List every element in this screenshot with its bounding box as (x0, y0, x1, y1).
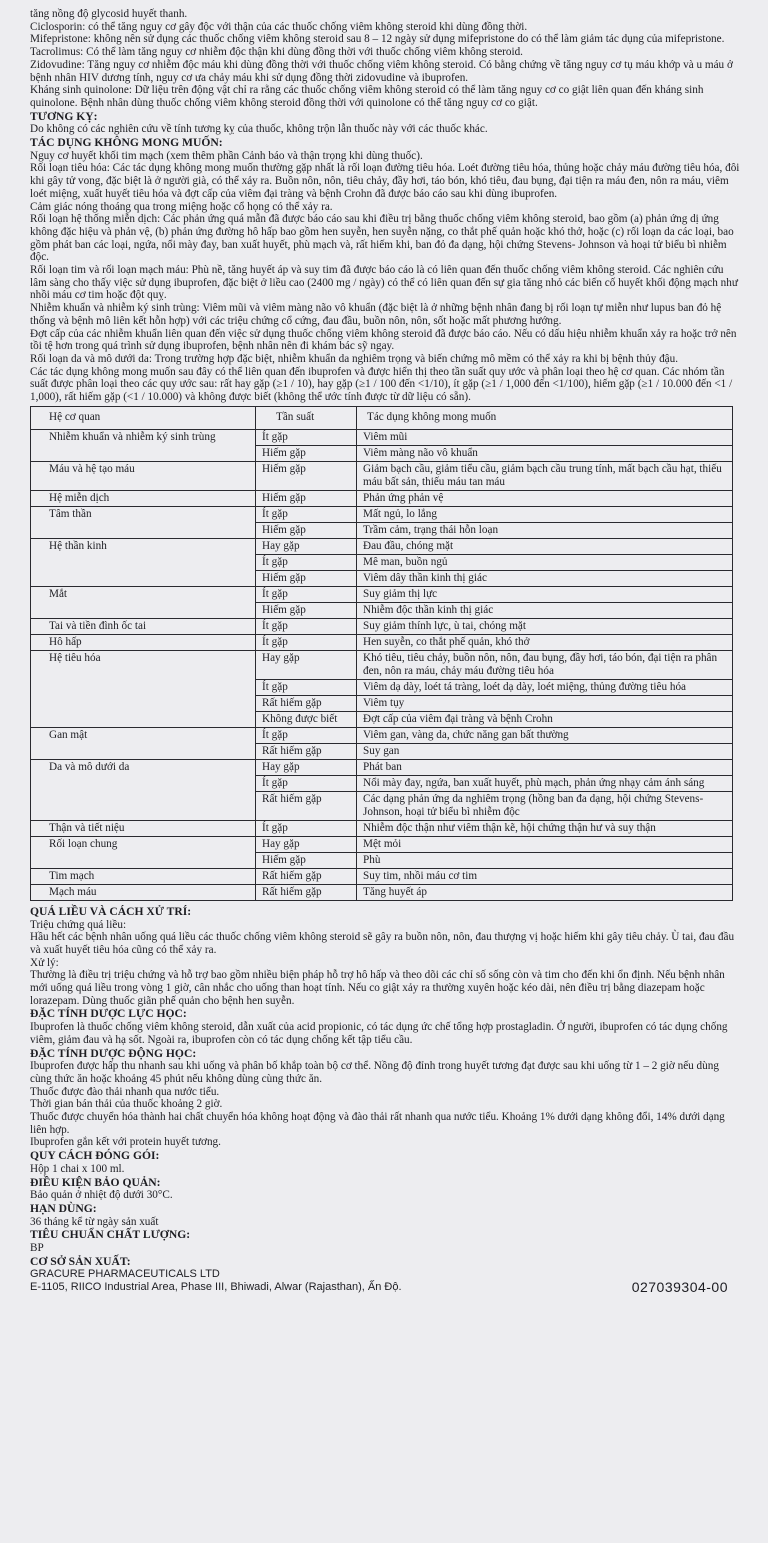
organ-system-cell: Mạch máu (31, 884, 256, 900)
table-row (31, 836, 733, 852)
overdose-treatment-text: Thường là điều trị triệu chứng và hỗ trợ bao gồm nhiều biện pháp hỗ trợ hô hấp và theo dõi các chỉ số sống còn và tim cho đến khi ổn định. Nếu bệnh nhân mới uống quá liều trong vòng 1 giờ, cân nhắc cho uống than hoạt tính. Nếu co giật xảy ra thường xuyên hoặc kéo dài, nên điều trị bằng diazepam hoặc lorazepam. Dùng thuốc giãn phế quản cho bệnh hen suyễn. (30, 969, 725, 1007)
interaction-paragraph: Kháng sinh quinolone: Dữ liệu trên động vật chỉ ra rằng các thuốc chống viêm không steroid có thể làm tăng nguy cơ co giật liên quan đến kháng sinh quinolone. Bệnh nhân dùng thuốc chống viêm không steroid đồng thời với quinolone có thể tăng nguy cơ co giật. (30, 84, 704, 109)
overdose-symptom-label: Triệu chứng quá liều: (30, 918, 127, 931)
frequency-cell: Hay gặp (256, 538, 357, 554)
table-row (31, 679, 733, 695)
pharmacokinetics-paragraph: Thuốc được chuyển hóa thành hai chất chuyển hóa không hoạt động và đào thải rất nhanh qua nước tiểu. Khoảng 1% dưới dạng không đổi, 14% dưới dạng liên hợp. (30, 1111, 725, 1136)
effect-cell: Nổi mày đay, ngứa, ban xuất huyết, phù mạch, phản ứng nhạy cảm ánh sáng (357, 775, 733, 791)
effect-cell: Nhiễm độc thần kinh thị giác (357, 602, 733, 618)
organ-system-cell: Thận và tiết niệu (31, 820, 256, 836)
organ-system-cell (31, 445, 256, 461)
shelf-life-heading: HẠN DÙNG: (30, 1201, 97, 1215)
packaging-heading: QUY CÁCH ĐÓNG GÓI: (30, 1149, 160, 1163)
drug-interactions-block (30, 8, 742, 110)
frequency-cell: Ít gặp (256, 820, 357, 836)
organ-system-cell: Máu và hệ tạo máu (31, 461, 256, 490)
frequency-cell: Không được biết (256, 711, 357, 727)
organ-system-cell: Tâm thần (31, 506, 256, 522)
table-row (31, 554, 733, 570)
organ-system-cell (31, 602, 256, 618)
frequency-cell: Ít gặp (256, 634, 357, 650)
effect-cell: Suy gan (357, 743, 733, 759)
overdose-symptom-text: Hầu hết các bệnh nhân uống quá liều các thuốc chống viêm không steroid sẽ gây ra buồn nôn, nôn, đau thượng vị hoặc hiếm khi gây tiêu chảy. Ù tai, đau đầu và xuất huyết tiêu hóa cũng có thể xảy ra. (30, 931, 735, 956)
frequency-cell: Ít gặp (256, 506, 357, 522)
effect-cell: Trầm cảm, trạng thái hỗn loạn (357, 522, 733, 538)
manufacturer-address: E-1105, RIICO Industrial Area, Phase III, Bhiwadi, Alwar (Rajasthan), Ấn Độ. (30, 1281, 402, 1294)
packaging-text: Hộp 1 chai x 100 ml. (30, 1162, 125, 1175)
frequency-cell: Hiếm gặp (256, 570, 357, 586)
pharmacokinetics-paragraph: Ibuprofen gắn kết với protein huyết tương. (30, 1136, 221, 1149)
table-row (31, 868, 733, 884)
frequency-cell: Hiếm gặp (256, 602, 357, 618)
effect-cell: Giảm bạch cầu, giảm tiểu cầu, giảm bạch cầu trung tính, mất bạch cầu hạt, thiếu máu bất sản, thiếu máu tan máu (357, 461, 733, 490)
shelf-life-text: 36 tháng kể từ ngày sản xuất (30, 1215, 159, 1228)
effect-cell: Mệt mỏi (357, 836, 733, 852)
pharmacodynamics-heading: ĐẶC TÍNH DƯỢC LỰC HỌC: (30, 1007, 187, 1021)
organ-system-cell (31, 522, 256, 538)
adverse-paragraph: Rối loạn tiêu hóa: Các tác dụng không mong muốn thường gặp nhất là rối loạn đường tiêu hóa. Loét đường tiêu hóa, thủng hoặc chảy máu đường tiêu hóa, đôi khi gây tử vong, đặc biệt là ở người già, có thể xảy ra. Buồn nôn, nôn, tiêu chảy, đầy hơi, táo bón, khó tiêu, đau bụng, đại tiện ra máu đen, nôn ra máu, viêm loét miệng, xuất huyết tiêu hóa và đợt cấp của viêm đại tràng và bệnh Crohn đã được báo cáo sau khi dùng ibuprofen. (30, 162, 740, 200)
adverse-paragraph: Cảm giác nóng thoáng qua trong miệng hoặc cổ họng có thể xảy ra. (30, 200, 333, 213)
adverse-effects-table-body (31, 429, 733, 900)
incompatibility-text: Do không có các nghiên cứu về tính tương kỵ của thuốc, không trộn lẫn thuốc này với các thuốc khác. (30, 123, 488, 136)
effect-cell: Viêm dây thần kinh thị giác (357, 570, 733, 586)
table-row (31, 852, 733, 868)
organ-system-cell (31, 679, 256, 695)
effect-cell: Nhiễm độc thận như viêm thận kẽ, hội chứng thận hư và suy thận (357, 820, 733, 836)
pharmacodynamics-text: Ibuprofen là thuốc chống viêm không steroid, dẫn xuất của acid propionic, có tác dụng ức chế tổng hợp prostagladin. Ở người, ibuprofen có tác dụng chống viêm, giảm đau và hạ sốt. Ngoài ra, ibuprofen còn có tác dụng chống kết tập tiểu cầu. (30, 1021, 728, 1046)
organ-system-cell (31, 570, 256, 586)
adverse-paragraph: Rối loạn tim và rối loạn mạch máu: Phù nề, tăng huyết áp và suy tim đã được báo cáo là có liên quan đến thuốc chống viêm không steroid. Các nghiên cứu lâm sàng cho thấy việc sử dụng ibuprofen, đặc biệt ở liều cao (2400 mg / ngày) có thể có liên quan đến sự gia tăng nhỏ các biến cố huyết khối động mạch như nhồi máu cơ tim hoặc đột quỵ. (30, 264, 738, 302)
storage-text: Bảo quản ở nhiệt độ dưới 30°C. (30, 1189, 173, 1202)
quality-standard-text: BP (30, 1242, 44, 1255)
incompatibility-heading: TƯƠNG KỴ: (30, 109, 98, 123)
adverse-paragraph: Các tác dụng không mong muốn sau đây có thể liên quan đến ibuprofen và được hiển thị theo tần suất quy ước và phân loại theo hệ cơ quan. Các nhóm tần suất được phân loại theo các quy ước sau: rất hay gặp (≥1 / 10), hay gặp (≥1 / 100 đến <1/10), ít gặp (≥1 / 1,000 đến <1/100), hiếm gặp (≥1 / 10.000 đến <1 / 1,000), rất hiếm gặp (<1 / 10.000) và không được biết (không thể ước tính được từ dữ liệu có sẵn). (30, 365, 733, 404)
table-row (31, 490, 733, 506)
effect-cell: Mất ngủ, lo lắng (357, 506, 733, 522)
effect-cell: Tăng huyết áp (357, 884, 733, 900)
interaction-paragraph: Ciclosporin: có thể tăng nguy cơ gây độc với thận của các thuốc chống viêm không steroid khi dùng đồng thời. (30, 20, 528, 33)
frequency-cell: Ít gặp (256, 554, 357, 570)
table-row (31, 711, 733, 727)
organ-system-cell: Nhiễm khuẩn và nhiễm ký sinh trùng (31, 429, 256, 445)
organ-system-cell (31, 743, 256, 759)
adverse-paragraph: Nhiễm khuẩn và nhiễm ký sinh trùng: Viêm mũi và viêm màng não vô khuẩn (đặc biệt là ở những bệnh nhân đang bị rối loạn tự miễn như lupus ban đỏ hệ thống và bệnh mô liên kết hỗn hợp) với các triệu chứng cổ cứng, đau đầu, buồn nôn, nôn, sốt hoặc mất phương hướng. (30, 302, 722, 327)
effect-cell: Khó tiêu, tiêu chảy, buồn nôn, nôn, đau bụng, đầy hơi, táo bón, đại tiện ra phân đen, nôn ra máu, chảy máu đường tiêu hóa (357, 650, 733, 679)
organ-system-cell: Gan mật (31, 727, 256, 743)
interaction-paragraph: Zidovudine: Tăng nguy cơ nhiễm độc máu khi dùng đồng thời với thuốc chống viêm không steroid. Có bằng chứng về tăng nguy cơ tụ máu khớp và u máu ở bệnh nhân HIV dương tính, nguy cơ ưa chảy máu khi sử dụng đồng thời zidovudine và ibuprofen. (30, 58, 733, 84)
organ-system-cell: Hệ tiêu hóa (31, 650, 256, 679)
organ-system-cell: Da và mô dưới da (31, 759, 256, 775)
frequency-cell: Ít gặp (256, 586, 357, 602)
table-row (31, 586, 733, 602)
table-row (31, 759, 733, 775)
effect-cell: Đau đầu, chóng mặt (357, 538, 733, 554)
adverse-paragraph: Rối loạn da và mô dưới da: Trong trường hợp đặc biệt, nhiễm khuẩn da nghiêm trọng và biến chứng mô mềm có thể xảy ra khi bị bệnh thủy đậu. (30, 352, 679, 365)
table-row (31, 538, 733, 554)
overdose-treatment-label: Xử lý: (30, 956, 59, 969)
frequency-cell: Ít gặp (256, 618, 357, 634)
frequency-cell: Rất hiếm gặp (256, 791, 357, 820)
effect-cell: Hen suyễn, co thắt phế quản, khó thở (357, 634, 733, 650)
organ-system-cell (31, 695, 256, 711)
effect-cell: Phát ban (357, 759, 733, 775)
frequency-cell: Hiếm gặp (256, 461, 357, 490)
table-row (31, 791, 733, 820)
interaction-paragraph: Mifepristone: không nên sử dụng các thuốc chống viêm không steroid sau 8 – 12 ngày sử dụng mifepristone do có thể làm giảm tác dụng của mifepristone. (30, 33, 725, 46)
effect-cell: Mê man, buồn ngủ (357, 554, 733, 570)
table-row (31, 602, 733, 618)
frequency-cell: Ít gặp (256, 679, 357, 695)
organ-system-cell: Tim mạch (31, 868, 256, 884)
table-row (31, 727, 733, 743)
table-row (31, 429, 733, 445)
organ-system-cell: Tai và tiền đình ốc tai (31, 618, 256, 634)
organ-system-cell (31, 852, 256, 868)
storage-heading: ĐIỀU KIỆN BẢO QUẢN: (30, 1175, 161, 1189)
frequency-cell: Ít gặp (256, 727, 357, 743)
organ-system-cell (31, 711, 256, 727)
adverse-paragraph: Đợt cấp của các nhiễm khuẩn liên quan đến việc sử dụng thuốc chống viêm không steroid đã được báo cáo. Nếu có dấu hiệu nhiễm khuẩn xảy ra hoặc trở nên tồi tệ hơn trong quá trình sử dụng ibuprofen, bệnh nhân nên đi khám bác sỹ ngay. (30, 327, 737, 353)
frequency-cell: Hay gặp (256, 836, 357, 852)
table-row (31, 522, 733, 538)
effect-cell: Viêm mũi (357, 429, 733, 445)
table-header-frequency: Tần suất (256, 406, 357, 429)
adverse-effects-heading: TÁC DỤNG KHÔNG MONG MUỐN: (30, 136, 223, 150)
interaction-paragraph: Tacrolimus: Có thể làm tăng nguy cơ nhiễm độc thận khi dùng đồng thời với thuốc chống viêm không steroid. (30, 46, 523, 59)
interaction-paragraph: tăng nồng độ glycosid huyết thanh. (30, 8, 188, 20)
effect-cell: Các dạng phản ứng da nghiêm trọng (hồng ban đa dạng, hội chứng Stevens-Johnson, hoại tử biểu bì nhiễm độc (357, 791, 733, 820)
frequency-cell: Rất hiếm gặp (256, 743, 357, 759)
adverse-effects-table (30, 406, 733, 901)
table-row (31, 743, 733, 759)
effect-cell: Viêm dạ dày, loét tá tràng, loét dạ dày, loét miệng, thủng đường tiêu hóa (357, 679, 733, 695)
effect-cell: Suy tim, nhồi máu cơ tim (357, 868, 733, 884)
frequency-cell: Hiếm gặp (256, 490, 357, 506)
pharmacokinetics-paragraph: Ibuprofen được hấp thu nhanh sau khi uống và phân bố khắp toàn bộ cơ thể. Nồng độ đỉnh trong huyết tương đạt được sau khi uống từ 1 – 2 giờ nếu dùng cùng thức ăn hoặc khoảng 45 phút nếu không dùng cùng thức ăn. (30, 1060, 719, 1085)
table-row (31, 820, 733, 836)
table-row (31, 570, 733, 586)
table-row (31, 634, 733, 650)
effect-cell: Suy giảm thính lực, ù tai, chóng mặt (357, 618, 733, 634)
adverse-effects-block (30, 150, 742, 404)
pharmacokinetics-paragraph: Thuốc được đào thải nhanh qua nước tiểu. (30, 1085, 220, 1098)
effect-cell: Viêm gan, vàng da, chức năng gan bất thường (357, 727, 733, 743)
organ-system-cell: Hô hấp (31, 634, 256, 650)
frequency-cell: Hiếm gặp (256, 445, 357, 461)
effect-cell: Phản ứng phản vệ (357, 490, 733, 506)
frequency-cell: Ít gặp (256, 775, 357, 791)
table-row (31, 695, 733, 711)
frequency-cell: Hiếm gặp (256, 852, 357, 868)
table-row (31, 775, 733, 791)
pharmacokinetics-paragraph: Thời gian bán thải của thuốc khoảng 2 giờ. (30, 1098, 223, 1111)
effect-cell: Viêm màng não vô khuẩn (357, 445, 733, 461)
quality-standard-heading: TIÊU CHUẨN CHẤT LƯỢNG: (30, 1228, 191, 1242)
adverse-paragraph: Rối loạn hệ thống miễn dịch: Các phản ứng quá mẫn đã được báo cáo sau khi điều trị bằng thuốc chống viêm không steroid, bao gồm (a) phản ứng dị ứng không đặc hiệu và phản vệ, (b) phản ứng đường hô hấp bao gồm hen suyễn, hen suyễn nặng, co thắt phế quản hoặc khó thở, hoặc (c) rối loạn da các loại, bao gồm phát ban các loại, ngứa, nổi mày đay, ban xuất huyết, phù mạch và, rất hiếm khi, ban đỏ đa dạng, hội chứng Stevens- Johnson và hoại tử biểu bì nhiễm độc. (30, 213, 734, 264)
frequency-cell: Hay gặp (256, 759, 357, 775)
organ-system-cell (31, 554, 256, 570)
table-row (31, 618, 733, 634)
organ-system-cell: Hệ miễn dịch (31, 490, 256, 506)
frequency-cell: Hay gặp (256, 650, 357, 679)
organ-system-cell: Rối loạn chung (31, 836, 256, 852)
manufacturer-name: GRACURE PHARMACEUTICALS LTD (30, 1268, 220, 1281)
overdose-heading: QUÁ LIỀU VÀ CÁCH XỬ TRÍ: (30, 904, 192, 918)
pharmacokinetics-heading: ĐẶC TÍNH DƯỢC ĐỘNG HỌC: (30, 1046, 197, 1060)
organ-system-cell (31, 791, 256, 820)
table-row (31, 461, 733, 490)
adverse-paragraph: Nguy cơ huyết khối tim mạch (xem thêm phần Cảnh báo và thận trọng khi dùng thuốc). (30, 149, 423, 162)
organ-system-cell: Mắt (31, 586, 256, 602)
table-header-organ: Hệ cơ quan (31, 406, 256, 429)
organ-system-cell (31, 775, 256, 791)
table-row (31, 884, 733, 900)
pharmacokinetics-block (30, 1060, 742, 1149)
frequency-cell: Hiếm gặp (256, 522, 357, 538)
frequency-cell: Rất hiếm gặp (256, 868, 357, 884)
manufacturer-heading: CƠ SỞ SẢN XUẤT: (30, 1254, 131, 1268)
document-code: 027039304-00 (631, 1279, 728, 1296)
effect-cell: Suy giảm thị lực (357, 586, 733, 602)
table-header-effect: Tác dụng không mong muốn (357, 406, 733, 429)
table-row (31, 445, 733, 461)
table-row (31, 650, 733, 679)
organ-system-cell: Hệ thần kinh (31, 538, 256, 554)
frequency-cell: Rất hiếm gặp (256, 695, 357, 711)
frequency-cell: Rất hiếm gặp (256, 884, 357, 900)
effect-cell: Viêm tụy (357, 695, 733, 711)
table-row (31, 506, 733, 522)
effect-cell: Đợt cấp của viêm đại tràng và bệnh Crohn (357, 711, 733, 727)
effect-cell: Phù (357, 852, 733, 868)
frequency-cell: Ít gặp (256, 429, 357, 445)
